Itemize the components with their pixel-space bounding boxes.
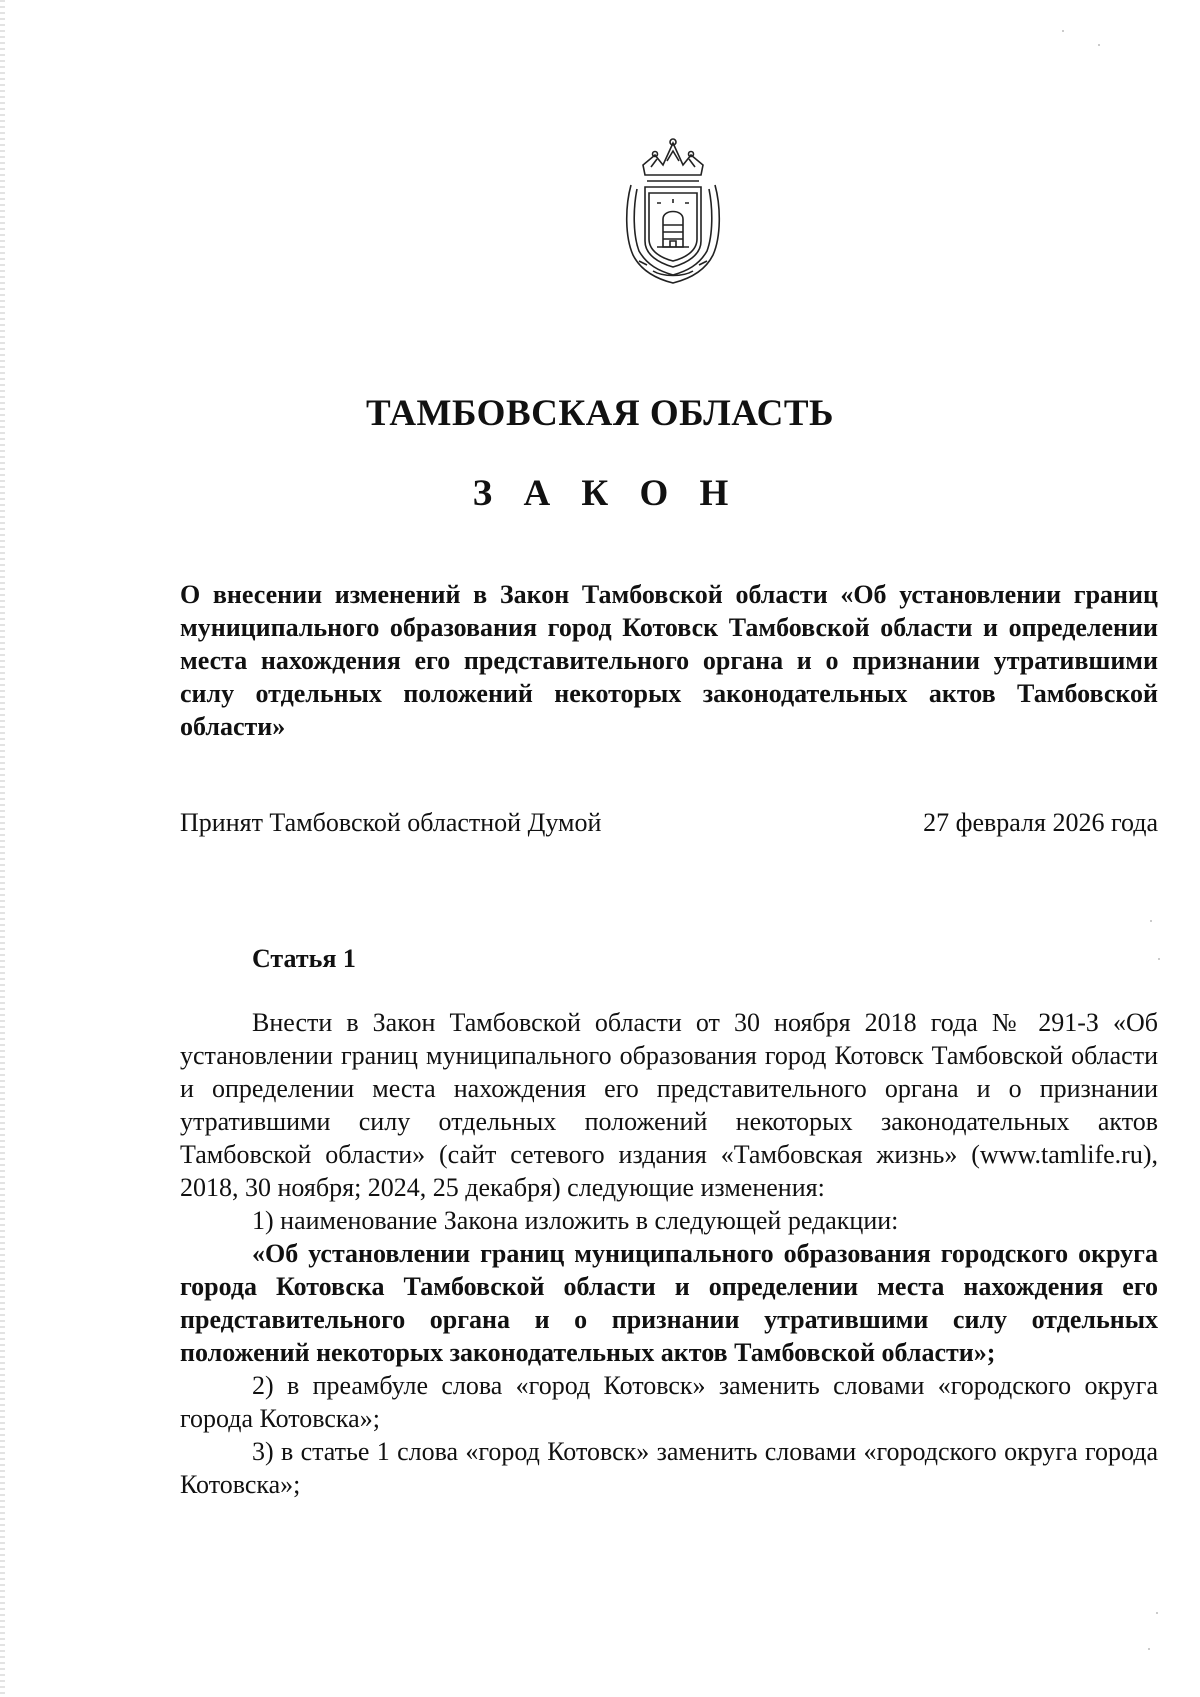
amendment-new-name: «Об установлении границ муниципального образования городского округа города Котовска Тамбовской области и определении места нахождения его представительного органа и о признании утратившими силу отдельных положений некоторых законодательных актов Тамбовской области»; [180, 1239, 1158, 1367]
article-intro: Внести в Закон Тамбовской области от 30 ноября 2018 года № 291-З «Об установлении границ муниципального образования город Котовск Тамбовской области и определении места нахождения его представительного органа и о признании утратившими силу отдельных положений некоторых законодательных актов Тамбовской области» (сайт сетевого издания «Тамбовская жизнь» (www.tamlife.ru), 2018, 30 ноября; 2024, 25 декабря) следующие изменения: [180, 1008, 1158, 1202]
adoption-date: 27 февраля 2026 года [923, 808, 1158, 837]
adopted-by: Принят Тамбовской областной Думой [180, 808, 602, 837]
document-type: З А К О Н [472, 473, 740, 514]
scan-speck [1062, 30, 1064, 32]
scan-edge [0, 0, 5, 1697]
scan-speck [1156, 1612, 1158, 1614]
scan-speck [1158, 958, 1160, 960]
article-body [180, 1006, 1158, 1501]
amendment-item-2: 2) в преамбуле слова «город Котовск» заменить словами «городского округа города Котовска»; [180, 1371, 1158, 1433]
tambov-region-coat-of-arms-icon [617, 137, 729, 287]
article-heading: Статья 1 [252, 944, 356, 973]
region-title: ТАМБОВСКАЯ ОБЛАСТЬ [365, 393, 834, 434]
amendment-item-1: 1) наименование Закона изложить в следующей редакции: [252, 1206, 899, 1235]
law-title: О внесении изменений в Закон Тамбовской области «Об установлении границ муниципального образования город Котовск Тамбовской области и определении места нахождения его представительного органа и о признании утратившими силу отдельных положений некоторых законодательных актов Тамбовской области» [180, 580, 1158, 741]
scan-speck [1148, 1648, 1150, 1650]
scan-speck [1098, 44, 1100, 46]
amendment-item-3: 3) в статье 1 слова «город Котовск» заменить словами «городского округа города Котовска»; [180, 1437, 1158, 1499]
scan-speck [1150, 920, 1152, 922]
